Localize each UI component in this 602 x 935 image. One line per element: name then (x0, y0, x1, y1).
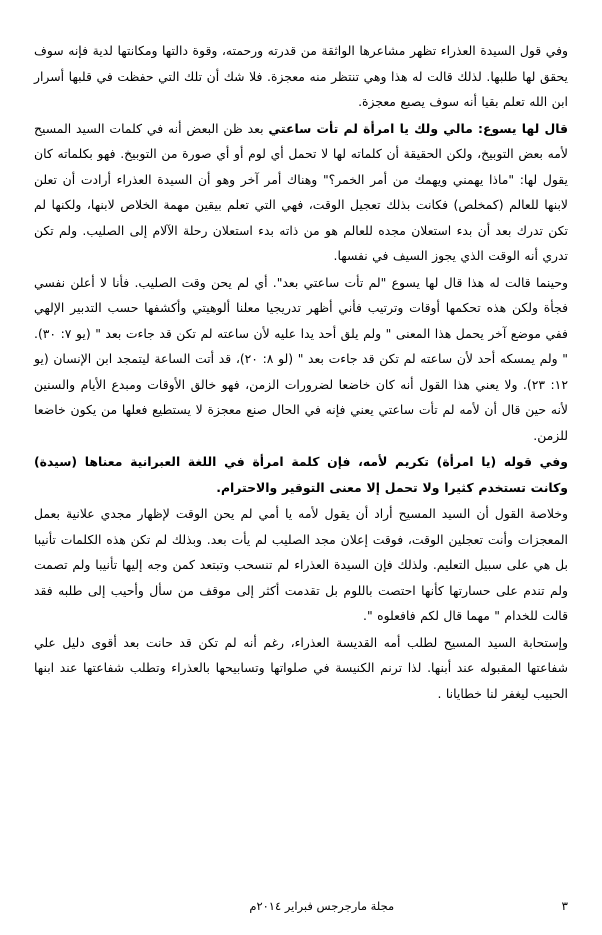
document-body (34, 38, 568, 875)
journal-name: مجلة مارجرجس فبراير ٢٠١٤م (249, 899, 395, 913)
page-footer (34, 899, 568, 913)
paragraph-4: وفي قوله (يا امرأة) تكريم لأمه، فإن كلمة امرأة في اللغة العبرانية معناها (سيدة) وكانت تستخدم كثيرا ولا تحمل إلا معنى التوقير والاحترام. (34, 454, 568, 495)
paragraph-6: وإستحابة السيد المسيح لطلب أمه القديسة العذراء، رغم أنه لم تكن قد حانت بعد أقوى دليل علي شفاعتها المقبوله عند أبنها. لذا ترنم الكنيسة في صلواتها وتسابيحها بالعذراء وتطلب شفاعتها عند ابنها الحبيب ليغفر لنا خطايانا . (34, 634, 568, 701)
paragraph-2-text: بعد ظن البعض أنه في كلمات السيد المسيح لأمه بعض التوبيخ، ولكن الحقيقة أن كلماته لها لا تحمل أي لوم أو أي صورة من التوبيخ. فهو بكلماته كان يقول لها: "ماذا يهمني ويهمك من أمر الخمر؟" وهناك أمر آخر وهو أن السيدة العذراء أرادت أن تعلن لابنها للعالم (كمخلص) فكانت بذلك تعجيل الوقت، فهي التي تعلم بيقين مهمة الخلاص لابنها، ولكنها لم تكن تدرك بعد أن بدء استعلان مجده للعالم هو من ذاته بدء استعلان رحلة الآلام إلى الصليب. ولم تكن تدري أنه الوقت الذي يجوز السيف في نفسها. (34, 120, 568, 263)
paragraph-3: وحينما قالت له هذا قال لها يسوع "لم تأت ساعتي بعد". أي لم يحن وقت الصليب. فأنا لا أعلن نفسي فجأة ولكن هذه تحكمها أوقات وترتيب فأني أظهر تدريجيا معلنا ألوهيتي وأكشفها حسب التدبير الإلهي ففي موضع آخر يحمل هذا المعنى " ولم يلق أحد يدا عليه لأن ساعته لم تكن قد جاءت بعد " (يو ٧: ٣٠). " ولم يمسكه أحد لأن ساعته لم تكن قد جاءت بعد " (لو ٨: ٢٠)، قد أتت الساعة ليتمجد ابن الإنسان (يو ١٢: ٢٣). ولا يعني هذا القول أنه كان خاضعا لضرورات الزمن، فهو خالق الأوقات ومبدع الأيام والسنين لأنه حين قال أن لأمه لم تأت ساعتي يعني فإنه في الحال صنع معجزة لا يستطيع فعلها من يكون خاضعا للزمن. (34, 274, 568, 443)
paragraph-1: وفي قول السيدة العذراء تظهر مشاعرها الواثقة من قدرته ورحمته، وقوة دالتها ومكانتها لدية فإنه سوف يحقق لها طلبها. لذلك قالت له هذا وهي تنتظر منه معجزة. فلا شك أن تلك التي حفظت في قلبها أسرار ابن الله تعلم بقيا أنه سوف يصبع معجزة. (34, 43, 568, 109)
page-number: ٣ (561, 899, 568, 913)
paragraph-5: وخلاصة القول أن السيد المسيح أراد أن يقول لأمه يا أمي لم يحن الوقت لإظهار مجدي علانية بعمل المعجزات وأنت تعجلين الوقت، فوقت إعلان مجد الصليب لم يأت بعد. وبذلك لم تكن هذه الكلمات تأنيبا بل هي على سبيل التعليم. ولذلك فإن السيدة العذراء لم تنسحب وتبتعد كمن وجه إليها تأنيبا ولم تصمت ولم تندم على حسارتها كأنها احتصت باللوم بل تقدمت أكثر إلى موقف من سأل وأحيب إلى طلبه فقد قالت للخدام " مهما قال لكم فافعلوه ". (34, 506, 568, 623)
paragraph-2 (34, 116, 568, 269)
paragraph-2-lead: قال لها يسوع: مالي ولك يا امرأة لم تأت ساعتي (268, 120, 568, 136)
